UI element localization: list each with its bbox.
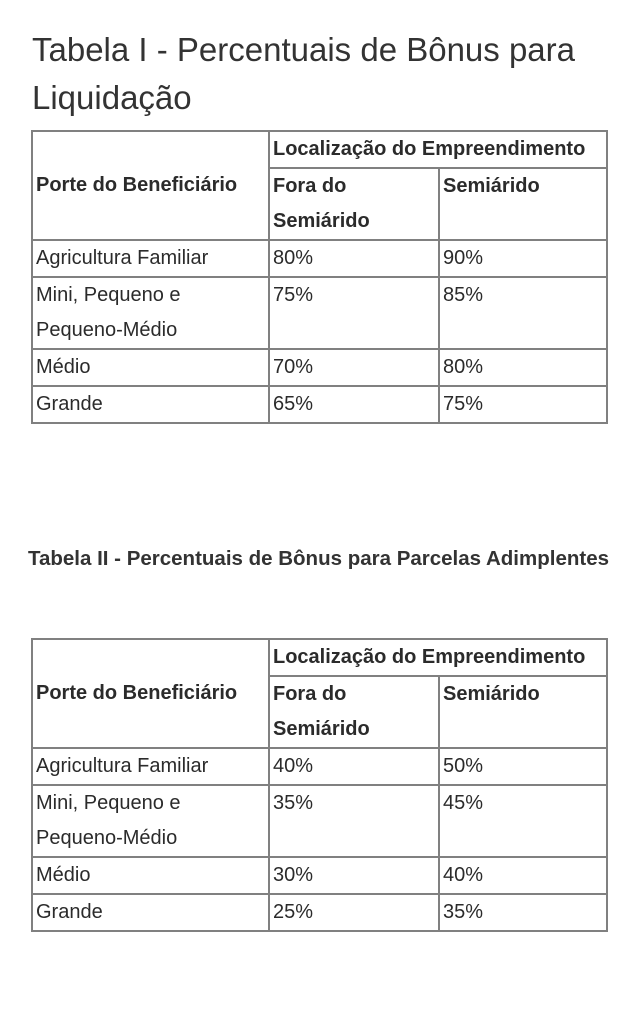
row-porte: Agricultura Familiar [32, 748, 269, 785]
bonus-table-liquidacao [31, 130, 608, 424]
row-semiarido-value: 85% [439, 277, 607, 349]
table-row [32, 748, 607, 785]
row-fora-value: 40% [269, 748, 439, 785]
table-row [32, 785, 607, 857]
row-porte: Mini, Pequeno e Pequeno-Médio [32, 785, 269, 857]
table-row [32, 240, 607, 277]
table-2-title: Tabela II - Percentuais de Bônus para Parcelas Adimplentes [27, 547, 610, 570]
row-fora-value: 65% [269, 386, 439, 423]
row-fora-value: 75% [269, 277, 439, 349]
header-porte: Porte do Beneficiário [32, 639, 269, 748]
bonus-table-parcelas-adimplentes [31, 638, 608, 932]
table-1-title: Tabela I - Percentuais de Bônus para Liquidação [32, 31, 576, 116]
row-semiarido-value: 90% [439, 240, 607, 277]
header-fora-semiarido: Fora do Semiárido [269, 168, 439, 240]
table-row [32, 349, 607, 386]
table-row [32, 277, 607, 349]
header-fora-semiarido: Fora do Semiárido [269, 676, 439, 748]
header-semiarido: Semiárido [439, 676, 607, 748]
row-semiarido-value: 45% [439, 785, 607, 857]
row-fora-value: 70% [269, 349, 439, 386]
table-row [32, 386, 607, 423]
row-semiarido-value: 35% [439, 894, 607, 931]
row-porte: Médio [32, 349, 269, 386]
header-semiarido: Semiárido [439, 168, 607, 240]
row-semiarido-value: 80% [439, 349, 607, 386]
row-porte: Médio [32, 857, 269, 894]
header-localizacao: Localização do Empreendimento [269, 639, 607, 676]
row-fora-value: 80% [269, 240, 439, 277]
row-fora-value: 30% [269, 857, 439, 894]
header-localizacao: Localização do Empreendimento [269, 131, 607, 168]
row-porte: Grande [32, 386, 269, 423]
row-semiarido-value: 75% [439, 386, 607, 423]
table-row [32, 894, 607, 931]
table-row [32, 857, 607, 894]
row-porte: Mini, Pequeno e Pequeno-Médio [32, 277, 269, 349]
row-fora-value: 25% [269, 894, 439, 931]
row-porte: Grande [32, 894, 269, 931]
row-fora-value: 35% [269, 785, 439, 857]
row-porte: Agricultura Familiar [32, 240, 269, 277]
row-semiarido-value: 40% [439, 857, 607, 894]
header-porte: Porte do Beneficiário [32, 131, 269, 240]
row-semiarido-value: 50% [439, 748, 607, 785]
